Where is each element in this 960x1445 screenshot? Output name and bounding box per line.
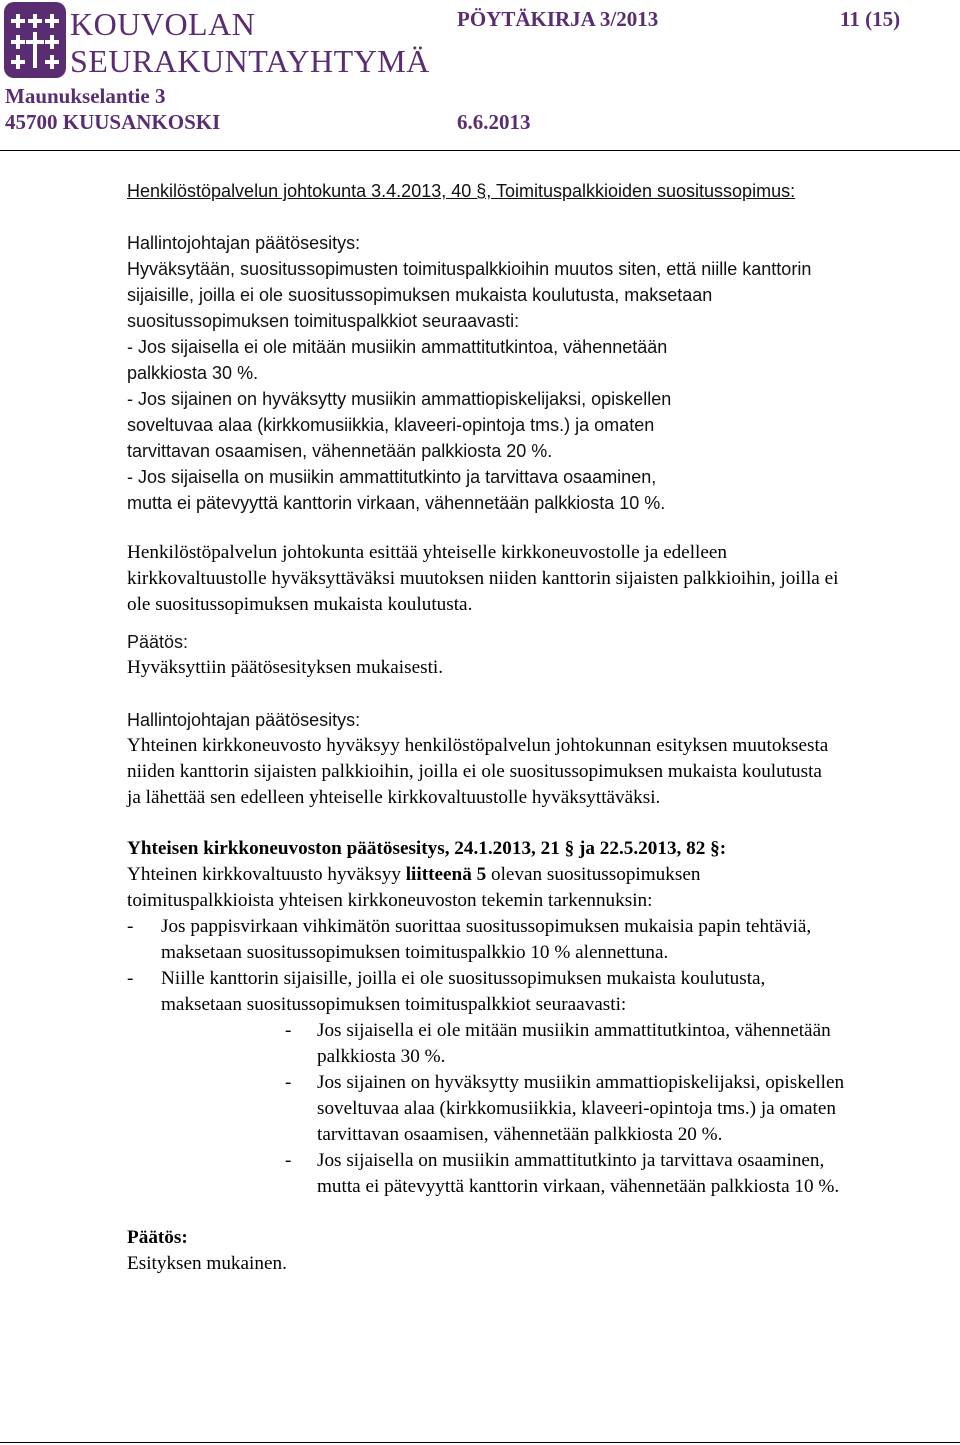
organization-logo <box>0 0 430 82</box>
proposal-line: - Jos sijaisella ei ole mitään musiikin ammattitutkintoa, vähennetään <box>127 337 668 357</box>
sub1-dash: - <box>285 1020 292 1041</box>
proposal2-line: niiden kanttorin sijaisten palkkioihin, joilla ei ole suositussopimuksen mukaista koulutusta <box>127 761 822 782</box>
board-line: kirkkovaltuustolle hyväksyttäväksi muutoksen niiden kanttorin sijaisten palkkioihin, joilla ei <box>127 568 839 589</box>
proposal-line: mutta ei pätevyyttä kanttorin virkaan, vähennetään palkkiosta 10 %. <box>127 493 666 513</box>
decision1-text: Hyväksyttiin päätösesityksen mukaisesti. <box>127 657 444 678</box>
sub1-line: palkkiosta 30 %. <box>317 1046 446 1067</box>
attachment-reference: liitteenä 5 <box>405 864 487 885</box>
address-street: Maunukselantie 3 <box>5 84 166 108</box>
proposal-line: sijaisille, joilla ei ole suositussopimuksen mukaista koulutusta, maksetaan <box>127 285 713 305</box>
org-name-line1: KOUVOLAN <box>70 6 256 42</box>
sub2-dash: - <box>285 1072 292 1093</box>
council-intro-post: olevan suositussopimuksen <box>486 864 701 885</box>
header-rule <box>0 150 960 151</box>
footer-rule <box>0 1442 960 1443</box>
sub3-line: mutta ei pätevyyttä kanttorin virkaan, vähennetään palkkiosta 10 %. <box>317 1176 840 1197</box>
decision2-text: Esityksen mukainen. <box>127 1253 287 1274</box>
item2-dash: - <box>127 968 134 989</box>
proposal-label: Hallintojohtajan päätösesitys: <box>127 233 361 253</box>
sub3-line: Jos sijaisella on musiikin ammattitutkinto ja tarvittava osaaminen, <box>317 1150 825 1171</box>
decision2-label: Päätös: <box>127 1227 188 1248</box>
proposal-line: soveltuvaa alaa (kirkkomusiikkia, klaveeri-opintoja tms.) ja omaten <box>127 415 655 435</box>
section-heading: Henkilöstöpalvelun johtokunta 3.4.2013, 40 §, Toimituspalkkioiden suositussopimus: <box>127 181 796 201</box>
board-line: Henkilöstöpalvelun johtokunta esittää yhteiselle kirkkoneuvostolle ja edelleen <box>127 542 727 563</box>
item1-dash: - <box>127 916 134 937</box>
council-intro <box>127 862 960 888</box>
proposal2-label: Hallintojohtajan päätösesitys: <box>127 710 361 730</box>
sub3-dash: - <box>285 1150 292 1171</box>
document-title: PÖYTÄKIRJA 3/2013 <box>457 7 659 31</box>
proposal-line: Hyväksytään, suositussopimusten toimituspalkkioihin muutos siten, että niille kanttorin <box>127 259 812 279</box>
board-line: ole suositussopimuksen mukaista koulutusta. <box>127 594 473 615</box>
council-intro-line2: toimituspalkkioista yhteisen kirkkoneuvoston tekemin tarkennuksin: <box>127 890 653 911</box>
document-date: 6.6.2013 <box>457 110 531 134</box>
page-number: 11 (15) <box>840 7 901 31</box>
sub2-line: tarvittavan osaamisen, vähennetään palkkiosta 20 %. <box>317 1124 723 1145</box>
proposal-line: - Jos sijainen on hyväksytty musiikin ammattiopiskelijaksi, opiskellen <box>127 389 672 409</box>
cross-emblem-icon <box>4 2 68 82</box>
address-city: 45700 KUUSANKOSKI <box>5 110 221 134</box>
proposal-line: - Jos sijaisella on musiikin ammattitutkinto ja tarvittava osaaminen, <box>127 467 657 487</box>
proposal-line: tarvittavan osaamisen, vähennetään palkkiosta 20 %. <box>127 441 553 461</box>
council-heading: Yhteisen kirkkoneuvoston päätösesitys, 24.1.2013, 21 § ja 22.5.2013, 82 §: <box>127 838 727 859</box>
item1-line: maksetaan suositussopimuksen toimituspalkkio 10 % alennettuna. <box>161 942 669 963</box>
council-intro-pre: Yhteinen kirkkovaltuusto hyväksyy <box>127 864 406 885</box>
item1-line: Jos pappisvirkaan vihkimätön suorittaa suositussopimuksen mukaisia papin tehtäviä, <box>161 916 812 937</box>
org-name-line2: SEURAKUNTAYHTYMÄ <box>70 43 430 79</box>
proposal2-line: ja lähettää sen edelleen yhteiselle kirkkovaltuustolle hyväksyttäväksi. <box>127 787 661 808</box>
decision1-label: Päätös: <box>127 632 189 652</box>
item2-line: Niille kanttorin sijaisille, joilla ei ole suositussopimuksen mukaista koulutusta, <box>161 968 766 989</box>
proposal-line: suositussopimuksen toimituspalkkiot seuraavasti: <box>127 311 520 331</box>
proposal2-line: Yhteinen kirkkoneuvosto hyväksyy henkilöstöpalvelun johtokunnan esityksen muutoksesta <box>127 735 829 756</box>
sub2-line: soveltuvaa alaa (kirkkomusiikkia, klaveeri-opintoja tms.) ja omaten <box>317 1098 836 1119</box>
sub1-line: Jos sijaisella ei ole mitään musiikin ammattitutkintoa, vähennetään <box>317 1020 831 1041</box>
sub2-line: Jos sijainen on hyväksytty musiikin ammattiopiskelijaksi, opiskellen <box>317 1072 845 1093</box>
proposal-line: palkkiosta 30 %. <box>127 363 259 383</box>
item2-line: maksetaan suositussopimuksen toimituspalkkiot seuraavasti: <box>161 994 627 1015</box>
